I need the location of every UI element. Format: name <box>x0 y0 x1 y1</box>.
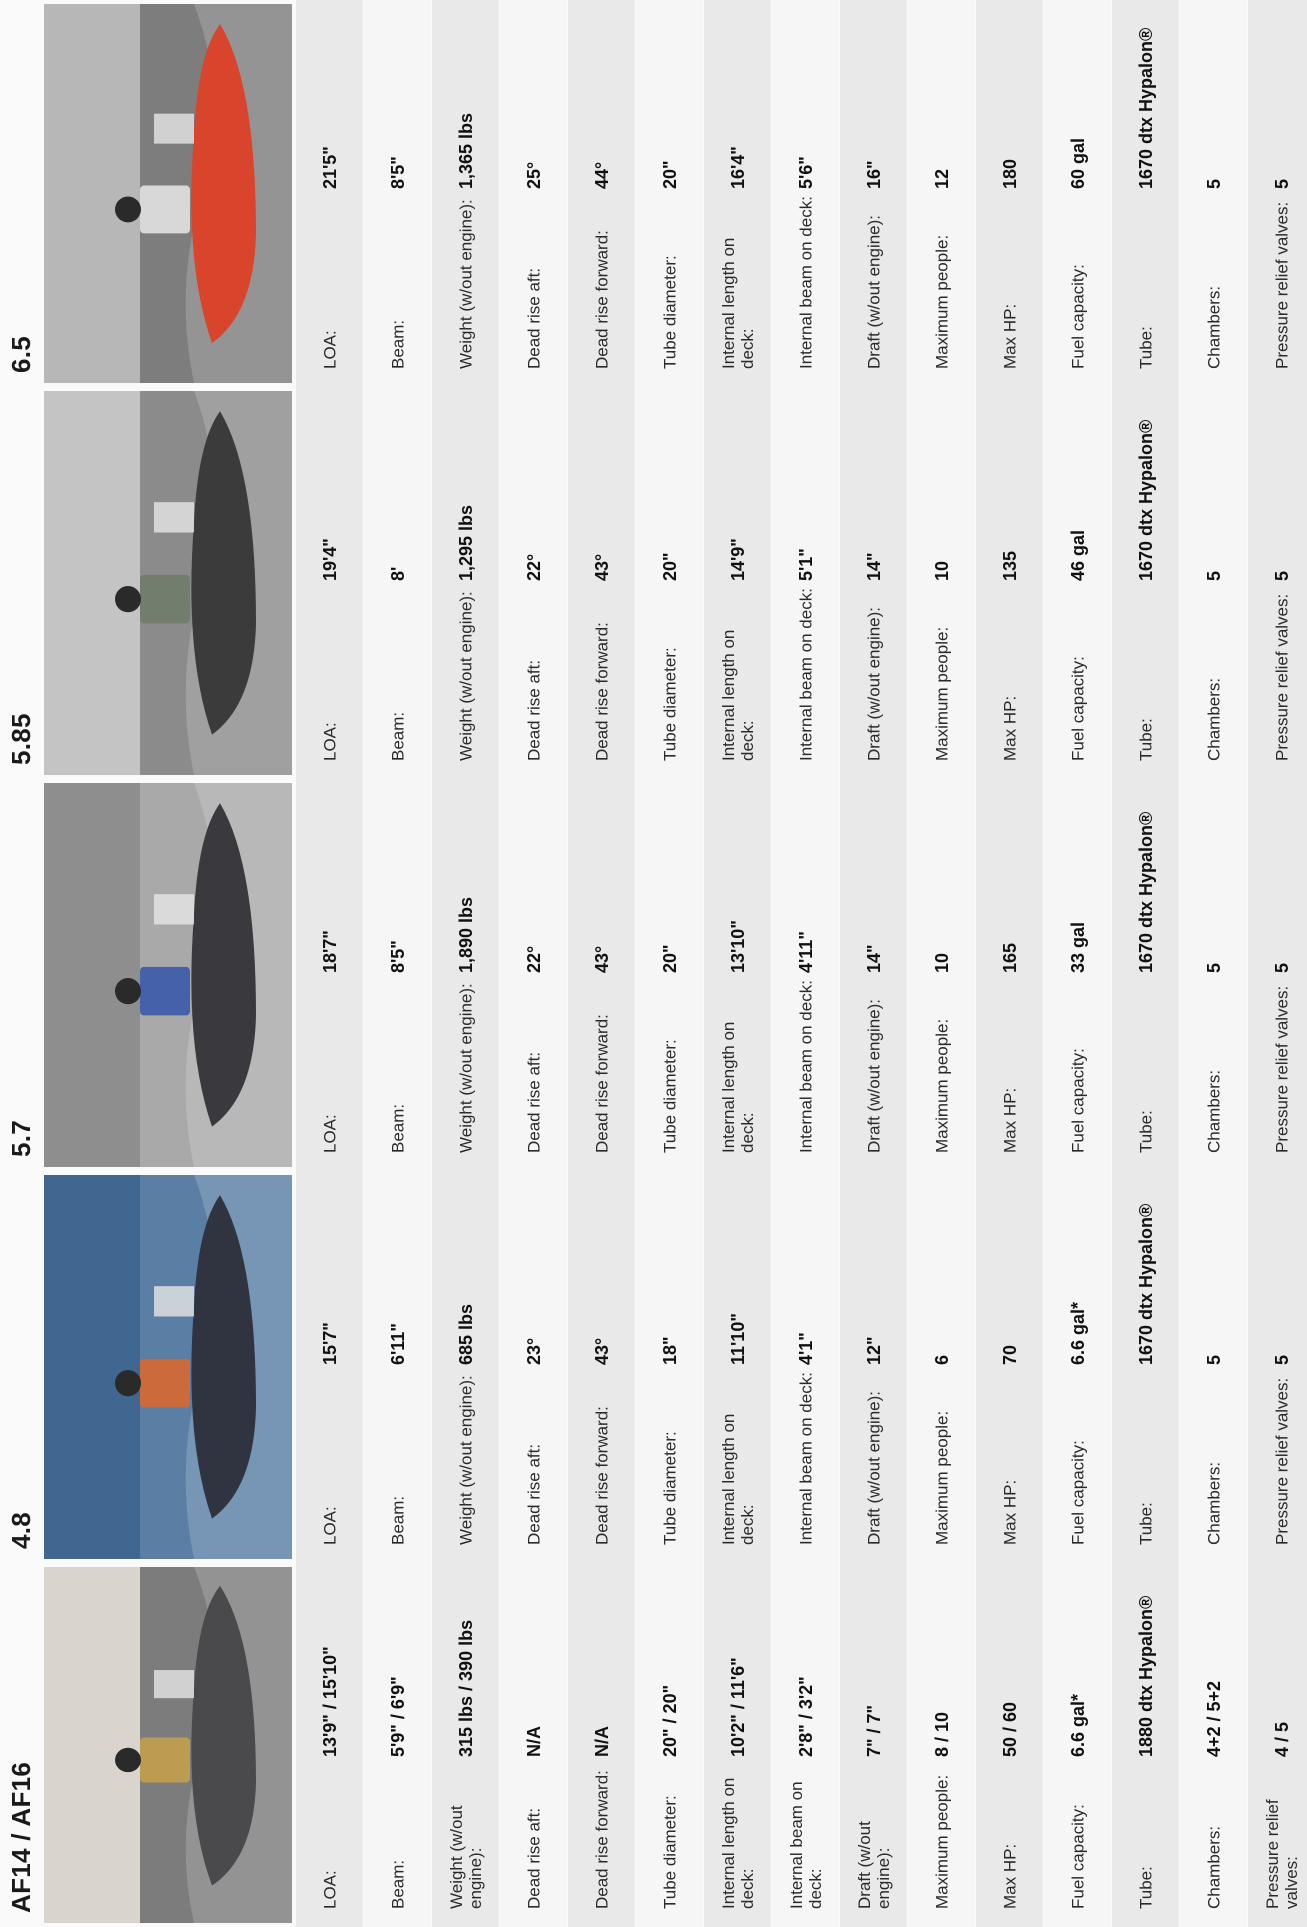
spec-row <box>840 387 907 779</box>
spec-row <box>296 1563 363 1927</box>
spec-value: 25° <box>523 161 544 189</box>
spec-row <box>976 387 1043 779</box>
spec-value: 12 <box>931 168 952 189</box>
spec-row <box>432 387 499 779</box>
spec-value: 7" / 7" <box>863 1704 884 1757</box>
spec-value: 1670 dtx Hypalon® <box>1135 419 1156 581</box>
spec-value: 33 gal <box>1067 921 1088 973</box>
spec-label: LOA: <box>320 722 339 761</box>
spec-value: 4'1" <box>795 1332 816 1365</box>
spec-label: Draft (w/out engine): <box>864 606 883 761</box>
spec-label: Maximum people: <box>932 1410 951 1545</box>
spec-value: 6 <box>931 1354 952 1365</box>
spec-label: Weight (w/out engine): <box>456 591 475 761</box>
spec-label: Maximum people: <box>932 626 951 761</box>
spec-label: LOA: <box>320 1506 339 1545</box>
spec-value: 13'9" / 15'10" <box>319 1646 340 1757</box>
spec-row <box>1112 1563 1179 1927</box>
spec-label: Weight (w/out engine): <box>446 1805 485 1909</box>
spec-value: 685 lbs <box>455 1303 476 1365</box>
spec-value: 12" <box>863 1336 884 1365</box>
spec-label: Maximum people: <box>932 1774 951 1909</box>
spec-label: Fuel capacity: <box>1068 1440 1087 1545</box>
spec-label: Fuel capacity: <box>1068 656 1087 761</box>
spec-row <box>568 387 635 779</box>
spec-value: 8 / 10 <box>931 1711 952 1757</box>
spec-row <box>500 387 567 779</box>
spec-value: 6.6 gal* <box>1067 1301 1088 1365</box>
spec-row <box>1248 1563 1307 1927</box>
spec-row <box>364 779 431 1171</box>
spec-label: Internal length on deck: <box>718 1413 757 1545</box>
spec-row <box>908 1563 975 1927</box>
spec-value: 18" <box>659 1336 680 1365</box>
spec-value: 5'1" <box>795 548 816 581</box>
spec-row <box>976 1563 1043 1927</box>
spec-value: 8' <box>387 566 408 581</box>
spec-label: LOA: <box>320 1870 339 1909</box>
spec-row <box>704 1171 771 1563</box>
spec-value: 15'7" <box>319 1322 340 1365</box>
spec-label: Draft (w/out engine): <box>864 1390 883 1545</box>
spec-label: Max HP: <box>1000 1843 1019 1909</box>
spec-label: Beam: <box>388 711 407 761</box>
spec-row <box>1180 387 1247 779</box>
model-title: 4.8 <box>6 1511 36 1549</box>
spec-row <box>636 0 703 387</box>
spec-value: 5 <box>1203 178 1224 189</box>
spec-value: 180 <box>999 158 1020 189</box>
spec-row <box>432 1563 499 1927</box>
spec-label: Internal length on deck: <box>718 629 757 761</box>
spec-value: 5'6" <box>795 156 816 189</box>
spec-row <box>568 779 635 1171</box>
spec-value: 10 <box>931 952 952 973</box>
spec-label: Dead rise forward: <box>592 1770 611 1909</box>
spec-row <box>772 387 839 779</box>
boat-photo-icon <box>44 1175 292 1559</box>
spec-value: 5 <box>1203 1354 1224 1365</box>
spec-label: Tube: <box>1136 1502 1155 1545</box>
spec-value: N/A <box>523 1726 544 1757</box>
spec-label: Dead rise forward: <box>592 622 611 761</box>
spec-label: Tube diameter: <box>660 647 679 761</box>
spec-value: 43° <box>591 945 612 973</box>
spec-value: 6'11" <box>387 1323 408 1365</box>
spec-row <box>704 779 771 1171</box>
spec-label: Weight (w/out engine): <box>456 199 475 369</box>
spec-row <box>1180 1171 1247 1563</box>
spec-value: 1670 dtx Hypalon® <box>1135 27 1156 189</box>
spec-label: Pressure relief valves: <box>1272 985 1291 1153</box>
spec-row <box>976 779 1043 1171</box>
spec-label: Internal beam on deck: <box>796 588 815 761</box>
spec-row <box>1248 1171 1307 1563</box>
spec-label: Dead rise aft: <box>524 1807 543 1909</box>
spec-label: Internal beam on deck: <box>796 980 815 1153</box>
spec-label: LOA: <box>320 330 339 369</box>
spec-row <box>704 1563 771 1927</box>
spec-row <box>364 387 431 779</box>
spec-row <box>908 779 975 1171</box>
spec-label: Tube: <box>1136 1110 1155 1153</box>
spec-value: 44° <box>591 161 612 189</box>
spec-row <box>296 387 363 779</box>
boat-photo-icon <box>44 1567 292 1923</box>
spec-value: 23° <box>523 1337 544 1365</box>
spec-label: Internal beam on deck: <box>796 1372 815 1545</box>
spec-label: Draft (w/out engine): <box>864 998 883 1153</box>
spec-value: 5 <box>1271 570 1292 581</box>
spec-label: Internal length on deck: <box>718 1021 757 1153</box>
spec-value: 1,365 lbs <box>455 112 476 189</box>
spec-row <box>364 0 431 387</box>
spec-row <box>1180 779 1247 1171</box>
spec-row <box>1112 1171 1179 1563</box>
spec-label: Beam: <box>388 1495 407 1545</box>
spec-value: 1670 dtx Hypalon® <box>1135 1203 1156 1365</box>
spec-label: Maximum people: <box>932 1018 951 1153</box>
spec-row <box>296 1171 363 1563</box>
spec-row <box>840 779 907 1171</box>
spec-value: 135 <box>999 550 1020 581</box>
model-column <box>0 0 1307 387</box>
model-title: AF14 / AF16 <box>6 1761 36 1913</box>
spec-value: 315 lbs / 390 lbs <box>455 1619 476 1757</box>
spec-row <box>1248 0 1307 387</box>
spec-row <box>296 0 363 387</box>
spec-value: 1880 dtx Hypalon® <box>1135 1595 1156 1757</box>
spec-label: Chambers: <box>1204 1461 1223 1545</box>
spec-value: 60 gal <box>1067 137 1088 189</box>
spec-row <box>432 1171 499 1563</box>
spec-label: Internal beam on deck: <box>786 1781 825 1909</box>
spec-label: Tube: <box>1136 1866 1155 1909</box>
spec-row <box>500 779 567 1171</box>
spec-label: Tube diameter: <box>660 1039 679 1153</box>
spec-value: 20" / 20" <box>659 1684 680 1757</box>
spec-label: Tube diameter: <box>660 255 679 369</box>
spec-value: 5'9" / 6'9" <box>387 1676 408 1757</box>
spec-label: Chambers: <box>1204 1069 1223 1153</box>
spec-value: 16" <box>863 160 884 189</box>
spec-row <box>1180 1563 1247 1927</box>
spec-value: 6.6 gal* <box>1067 1693 1088 1757</box>
spec-value: 10'2" / 11'6" <box>727 1657 748 1757</box>
spec-row <box>500 1171 567 1563</box>
spec-label: Beam: <box>388 1859 407 1909</box>
spec-label: Max HP: <box>1000 1479 1019 1545</box>
spec-label: Pressure relief valves: <box>1272 201 1291 369</box>
spec-value: 18'7" <box>319 930 340 973</box>
spec-row <box>840 1563 907 1927</box>
spec-label: Max HP: <box>1000 303 1019 369</box>
spec-label: Maximum people: <box>932 234 951 369</box>
spec-row <box>636 387 703 779</box>
spec-label: Tube: <box>1136 326 1155 369</box>
spec-label: Chambers: <box>1204 1825 1223 1909</box>
spec-label: Dead rise forward: <box>592 1406 611 1545</box>
spec-value: 14'9" <box>727 538 748 581</box>
spec-row <box>296 779 363 1171</box>
model-column <box>0 387 1307 779</box>
spec-row <box>840 0 907 387</box>
spec-label: Internal length on deck: <box>718 237 757 369</box>
spec-label: Pressure relief valves: <box>1272 593 1291 761</box>
spec-row <box>704 387 771 779</box>
spec-value: 21'5" <box>319 146 340 189</box>
spec-value: 19'4" <box>319 538 340 581</box>
spec-label: Dead rise forward: <box>592 1014 611 1153</box>
spec-value: 8'5" <box>387 940 408 973</box>
spec-label: Tube diameter: <box>660 1431 679 1545</box>
spec-row <box>636 1563 703 1927</box>
spec-row <box>568 0 635 387</box>
spec-row <box>976 1171 1043 1563</box>
spec-label: Chambers: <box>1204 285 1223 369</box>
spec-row <box>636 1171 703 1563</box>
model-column <box>0 779 1307 1171</box>
model-column <box>0 1171 1307 1563</box>
spec-value: 1,295 lbs <box>455 504 476 581</box>
spec-label: Tube diameter: <box>660 1795 679 1909</box>
spec-row <box>500 0 567 387</box>
spec-value: 20" <box>659 160 680 189</box>
spec-row <box>364 1171 431 1563</box>
spec-value: 13'10" <box>727 920 748 973</box>
spec-value: 50 / 60 <box>999 1701 1020 1757</box>
spec-value: 165 <box>999 942 1020 973</box>
spec-label: Draft (w/out engine): <box>864 214 883 369</box>
spec-value: 11'10" <box>727 1313 748 1365</box>
spec-label: Tube: <box>1136 718 1155 761</box>
spec-value: 10 <box>931 560 952 581</box>
spec-label: LOA: <box>320 1114 339 1153</box>
spec-row <box>1044 1171 1111 1563</box>
spec-row <box>1044 387 1111 779</box>
spec-label: Beam: <box>388 319 407 369</box>
spec-label: Weight (w/out engine): <box>456 983 475 1153</box>
spec-row <box>1044 779 1111 1171</box>
spec-value: 2'8" / 3'2" <box>795 1676 816 1757</box>
spec-label: Fuel capacity: <box>1068 264 1087 369</box>
spec-label: Internal beam on deck: <box>796 196 815 369</box>
spec-value: 5 <box>1271 962 1292 973</box>
spec-row <box>908 387 975 779</box>
spec-value: 8'5" <box>387 156 408 189</box>
model-title: 5.7 <box>6 1119 36 1157</box>
spec-label: Fuel capacity: <box>1068 1804 1087 1909</box>
spec-value: 5 <box>1203 570 1224 581</box>
spec-label: Beam: <box>388 1103 407 1153</box>
spec-value: 14" <box>863 552 884 581</box>
spec-label: Dead rise aft: <box>524 267 543 369</box>
spec-value: 43° <box>591 1337 612 1365</box>
spec-row <box>568 1563 635 1927</box>
spec-label: Internal length on deck: <box>718 1777 757 1909</box>
spec-value: 5 <box>1203 962 1224 973</box>
spec-value: 20" <box>659 552 680 581</box>
spec-label: Chambers: <box>1204 677 1223 761</box>
spec-row <box>500 1563 567 1927</box>
spec-row <box>1112 387 1179 779</box>
spec-label: Dead rise forward: <box>592 230 611 369</box>
spec-row <box>1044 0 1111 387</box>
spec-row <box>364 1563 431 1927</box>
spec-value: 70 <box>999 1344 1020 1365</box>
spec-label: Dead rise aft: <box>524 659 543 761</box>
spec-row <box>840 1171 907 1563</box>
spec-label: Max HP: <box>1000 1087 1019 1153</box>
spec-value: N/A <box>591 1726 612 1757</box>
spec-label: Draft (w/out engine): <box>854 1821 893 1909</box>
spec-value: 1,890 lbs <box>455 896 476 973</box>
spec-value: 22° <box>523 945 544 973</box>
spec-value: 5 <box>1271 178 1292 189</box>
spec-label: Pressure relief valves: <box>1272 1377 1291 1545</box>
boat-photo-icon <box>44 391 292 775</box>
spec-row <box>636 779 703 1171</box>
spec-value: 4+2 / 5+2 <box>1203 1680 1224 1757</box>
spec-row <box>568 1171 635 1563</box>
spec-value: 46 gal <box>1067 529 1088 581</box>
spec-row <box>908 1171 975 1563</box>
spec-label: Max HP: <box>1000 695 1019 761</box>
model-title: 6.5 <box>6 335 36 373</box>
spec-row <box>432 779 499 1171</box>
spec-value: 43° <box>591 553 612 581</box>
spec-label: Dead rise aft: <box>524 1443 543 1545</box>
spec-row <box>432 0 499 387</box>
spec-value: 20" <box>659 944 680 973</box>
boat-photo-icon <box>44 4 292 383</box>
spec-label: Fuel capacity: <box>1068 1048 1087 1153</box>
spec-value: 4 / 5 <box>1271 1721 1292 1757</box>
spec-value: 14" <box>863 944 884 973</box>
spec-row <box>1248 779 1307 1171</box>
spec-row <box>1180 0 1247 387</box>
spec-row <box>772 779 839 1171</box>
spec-row <box>704 0 771 387</box>
spec-row <box>1248 387 1307 779</box>
spec-value: 16'4" <box>727 146 748 189</box>
spec-row <box>908 0 975 387</box>
spec-row <box>1044 1563 1111 1927</box>
spec-row <box>772 1563 839 1927</box>
spec-value: 5 <box>1271 1354 1292 1365</box>
spec-value: 4'11" <box>795 931 816 973</box>
boat-photo-icon <box>44 783 292 1167</box>
model-column <box>0 1563 1307 1927</box>
model-title: 5.85 <box>6 713 36 765</box>
spec-label: Pressure relief valves: <box>1262 1799 1301 1909</box>
spec-label: Weight (w/out engine): <box>456 1375 475 1545</box>
spec-row <box>976 0 1043 387</box>
spec-row <box>772 1171 839 1563</box>
spec-row <box>1112 779 1179 1171</box>
spec-value: 1670 dtx Hypalon® <box>1135 811 1156 973</box>
spec-row <box>1112 0 1179 387</box>
spec-label: Dead rise aft: <box>524 1051 543 1153</box>
spec-value: 22° <box>523 553 544 581</box>
spec-row <box>772 0 839 387</box>
